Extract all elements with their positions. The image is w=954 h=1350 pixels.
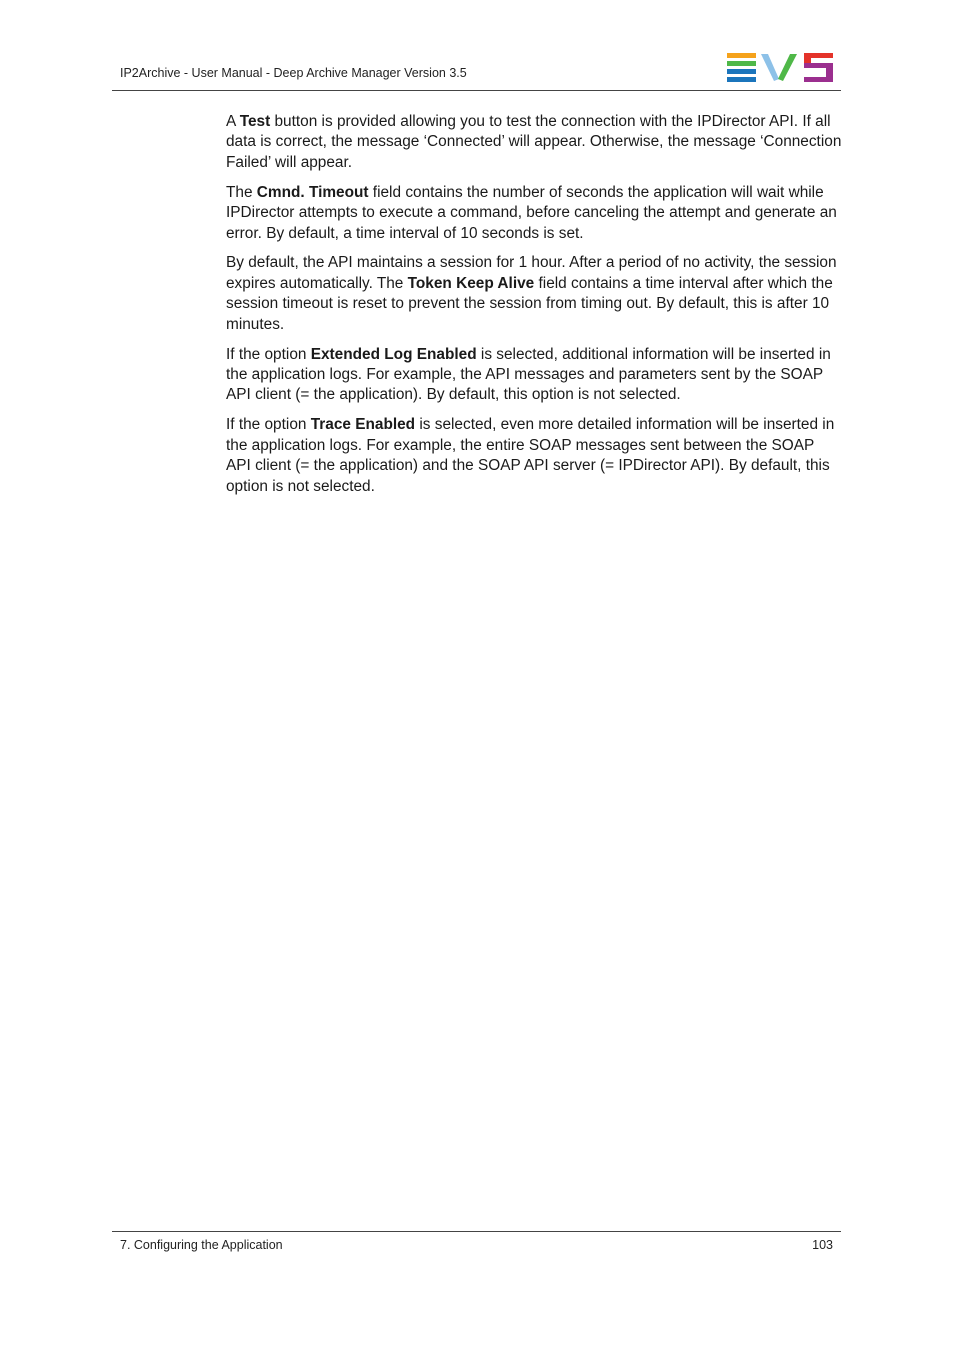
paragraph-token-keep-alive: By default, the API maintains a session for 1 hour. After a period of no activity, the session expires automatically. The Token Keep Alive field contains a time interval after which the session timeout is reset to prevent the session from timing out. By default, this is after 10 minutes. — [226, 254, 837, 333]
logo-e-bar-2 — [727, 61, 756, 66]
logo-v-left — [761, 54, 779, 81]
paragraph-cmnd-timeout: The Cmnd. Timeout field contains the number of seconds the application will wait while IPDirector attempts to execute a command, before canceling the attempt and generate an error. By default, a time interval of 10 seconds is set. — [226, 183, 837, 242]
term-cmnd-timeout: Cmnd. Timeout — [256, 183, 369, 201]
body-text — [226, 112, 842, 506]
logo-v-right — [778, 54, 797, 81]
term-token-keep-alive: Token Keep Alive — [407, 274, 535, 292]
logo-s-bottom — [804, 77, 833, 82]
evs-logo-icon — [727, 53, 835, 82]
page-number: 103 — [812, 1238, 833, 1252]
paragraph-test-button: A Test button is provided allowing you to test the connection with the IPDirector API. If all data is correct, the message ‘Connected’ will appear. Otherwise, the message ‘Connection Failed’ will appear. — [226, 113, 842, 171]
logo-e-bar-4 — [727, 77, 756, 82]
term-extended-log-enabled: Extended Log Enabled — [310, 345, 477, 363]
footer-rule — [112, 1231, 841, 1232]
paragraph-trace-enabled: If the option Trace Enabled is selected, even more detailed information will be inserted in the application logs. For example, the entire SOAP messages sent between the SOAP API client (= the application) and the SOAP API server (= IPDirector API). By default, this option is not selected. — [226, 416, 835, 495]
footer-chapter: 7. Configuring the Application — [120, 1238, 283, 1252]
term-trace-enabled: Trace Enabled — [310, 416, 416, 434]
logo-e-bar-1 — [727, 53, 756, 58]
logo-e-bar-3 — [727, 69, 756, 74]
term-test: Test — [239, 113, 271, 130]
paragraph-extended-log: If the option Extended Log Enabled is selected, additional information will be inserted in the application logs. For example, the API messages and parameters sent by the SOAP API client (= the application). By default, this option is not selected. — [226, 345, 831, 404]
header-title: IP2Archive - User Manual - Deep Archive Manager Version 3.5 — [120, 66, 467, 80]
header-rule — [112, 90, 841, 91]
